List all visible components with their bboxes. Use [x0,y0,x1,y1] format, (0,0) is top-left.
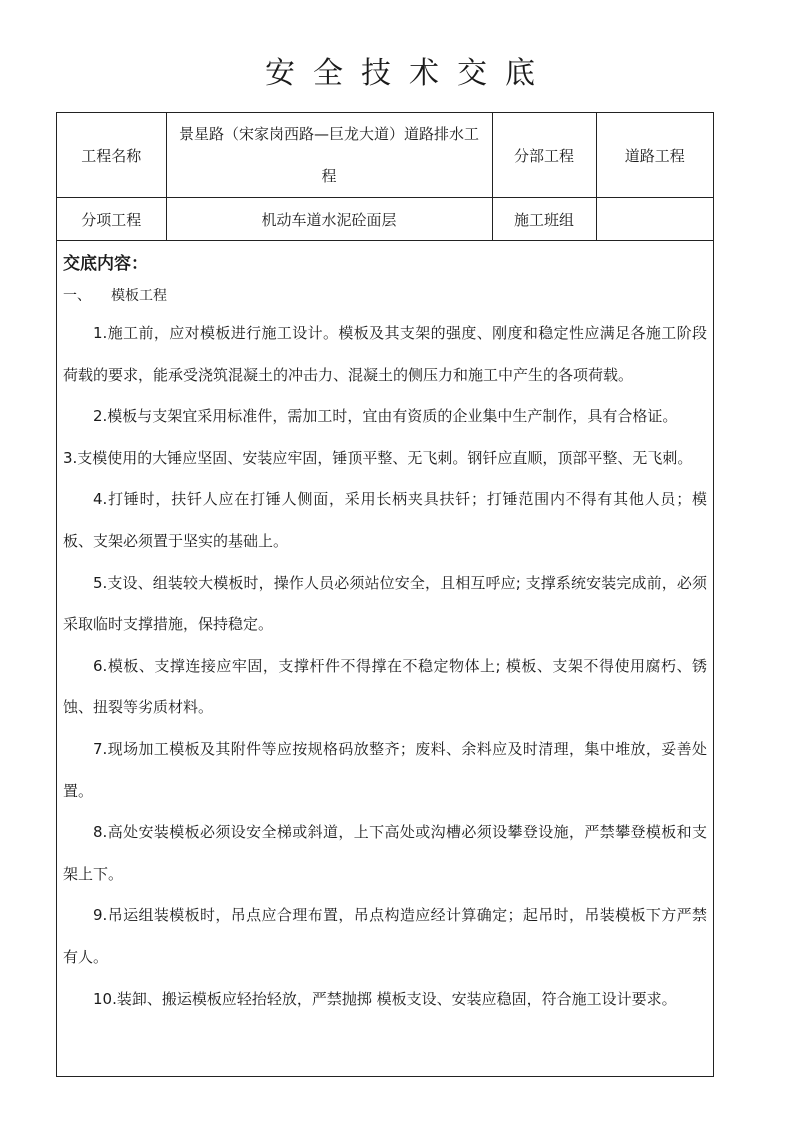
table-row [57,198,713,241]
project-info-table [57,113,713,241]
document-title: 安全技术交底 [265,56,553,91]
crew-value [596,198,713,241]
content-item-7: 7.现场加工模板及其附件等应按规格码放整齐；废料、余料应及时清理，集中堆放，妥善处置。 [63,739,707,800]
project-name-label: 工程名称 [57,113,166,198]
subitem-value: 机动车道水泥砼面层 [166,198,492,241]
section-title: 模板工程 [111,288,167,304]
content-area [57,239,713,1020]
content-heading: 交底内容： [63,254,148,274]
content-item-3: 3.支模使用的大锤应坚固、安装应牢固，锤顶平整、无飞刺。钢钎应直顺，顶部平整、无飞刺。 [63,448,693,467]
content-item-1: 1.施工前，应对模板进行施工设计。模板及其支架的强度、刚度和稳定性应满足各施工阶段荷载的要求，能承受浇筑混凝土的冲击力、混凝土的侧压力和施工中产生的各项荷载。 [63,324,707,384]
content-item-10: 10.装卸、搬运模板应轻抬轻放，严禁抛掷 模板支设、安装应稳固，符合施工设计要求。 [93,989,677,1008]
division-value: 道路工程 [596,113,713,198]
section-heading [63,279,707,313]
content-item-9: 9.吊运组装模板时，吊点应合理布置，吊点构造应经计算确定；起吊时，吊装模板下方严禁有人。 [63,906,707,966]
content-item-8: 8.高处安装模板必须设安全梯或斜道，上下高处或沟槽必须设攀登设施，严禁攀登模板和支架上下。 [63,823,707,883]
content-item-4: 4.打锤时，扶钎人应在打锤人侧面，采用长柄夹具扶钎；打锤范围内不得有其他人员；模板、支架必须置于坚实的基础上。 [63,490,707,550]
content-item-5: 5.支设、组装较大模板时，操作人员必须站位安全，且相互呼应; 支撑系统安装完成前，必须采取临时支撑措施，保持稳定。 [63,573,707,634]
section-number: 一、 [63,288,91,304]
document-frame [56,112,714,1077]
division-label: 分部工程 [492,113,596,198]
content-item-6: 6.模板、支撑连接应牢固，支撑杆件不得撑在不稳定物体上; 模板、支架不得使用腐朽、锈蚀、扭裂等劣质材料。 [63,656,707,717]
project-name-value [166,113,492,198]
subitem-label: 分项工程 [57,198,166,241]
project-name-text: 景星路（宋家岗西路—巨龙大道）道路排水工程 [178,125,479,185]
crew-label: 施工班组 [492,198,596,241]
table-row [57,113,713,198]
content-item-2: 2.模板与支架宜采用标准件，需加工时，宜由有资质的企业集中生产制作，具有合格证。 [93,407,678,426]
